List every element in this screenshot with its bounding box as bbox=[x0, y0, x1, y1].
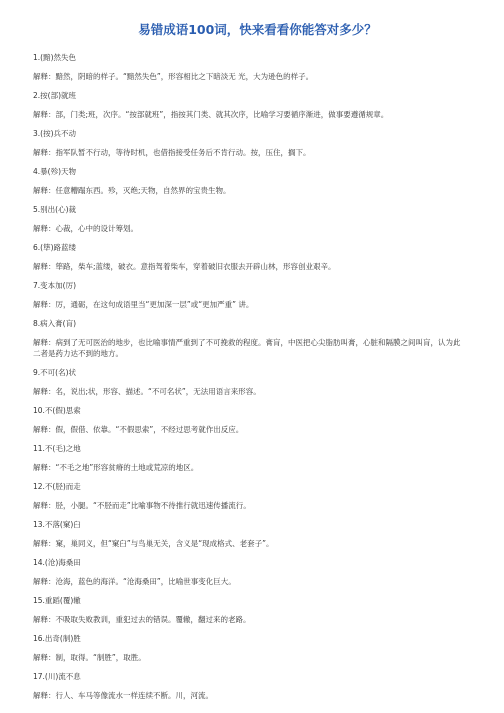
idiom-term: 17.(川)流不息 bbox=[33, 672, 81, 681]
page-title: 易错成语100词，快来看看你能答对多少？ bbox=[138, 22, 377, 37]
list-item bbox=[33, 481, 482, 511]
idiom-term: 9.不可(名)状 bbox=[33, 368, 77, 377]
list-item bbox=[33, 633, 482, 663]
list-item bbox=[33, 595, 482, 625]
list-item bbox=[33, 166, 482, 196]
list-item bbox=[33, 204, 482, 234]
idiom-explanation: 解释：厉，通砺，在这句成语里当“更加深一层”或“更加严重” 讲。 bbox=[33, 300, 254, 309]
idiom-explanation: 解释：筚路，柴车;蓝缕，破衣。意指驾着柴车，穿着破旧衣服去开辟山林，形容创业艰辛。 bbox=[33, 262, 336, 271]
idiom-term: 11.不(毛)之地 bbox=[33, 444, 81, 453]
idiom-explanation: 解释：行人、车马等像流水一样连续不断。川，河流。 bbox=[33, 691, 213, 700]
list-item bbox=[33, 671, 482, 701]
list-item bbox=[33, 443, 482, 473]
list-item bbox=[33, 557, 482, 587]
idiom-explanation: 解释：名，说出;状，形容、描述。“不可名状”，无法用语言来形容。 bbox=[33, 387, 261, 396]
idiom-term: 1.(黯)然失色 bbox=[33, 53, 77, 62]
idiom-explanation: 解释：假，假借、依靠。“不假思索”，不经过思考就作出反应。 bbox=[33, 425, 244, 434]
list-item bbox=[33, 367, 482, 397]
list-item bbox=[33, 90, 482, 120]
list-item bbox=[33, 128, 482, 158]
idiom-explanation: 解释：制，取得。“制胜”，取胜。 bbox=[33, 653, 146, 662]
idiom-explanation: 解释：病到了无可医治的地步，也比喻事情严重到了不可挽救的程度。膏肓，中医把心尖脂肪叫膏，心脏和隔膜之间叫肓，认为此二者是药力达不到的地方。 bbox=[33, 338, 461, 358]
entry-list bbox=[33, 52, 482, 701]
idiom-term: 12.不(胫)而走 bbox=[33, 482, 81, 491]
idiom-explanation: 解释：沧海，蓝色的海洋。“沧海桑田”，比喻世事变化巨大。 bbox=[33, 577, 236, 586]
idiom-term: 14.(沧)海桑田 bbox=[33, 558, 81, 567]
idiom-explanation: 解释：任意糟蹋东西。殄，灭绝;天物，自然界的宝贵生物。 bbox=[33, 186, 231, 195]
list-item bbox=[33, 405, 482, 435]
list-item bbox=[33, 519, 482, 549]
idiom-explanation: 解释：胫，小腿。“不胫而走”比喻事物不待推行就迅速传播流行。 bbox=[33, 501, 251, 510]
idiom-term: 6.(筚)路蓝缕 bbox=[33, 243, 77, 252]
idiom-explanation: 解释：指军队暂不行动，等待时机，也借指接受任务后不肯行动。按，压住，搁下。 bbox=[33, 148, 311, 157]
idiom-explanation: 解释：黯然，阴暗的样子。“黯然失色”，形容相比之下暗淡无 光，大为逊色的样子。 bbox=[33, 72, 314, 81]
idiom-explanation: 解释：“不毛之地”形容贫瘠的土地或荒凉的地区。 bbox=[33, 463, 199, 472]
idiom-term: 16.出奇(制)胜 bbox=[33, 634, 81, 643]
idiom-explanation: 解释：窠，巢同义，但“窠臼”与鸟巢无关，含义是“现成格式、老套子”。 bbox=[33, 539, 274, 548]
idiom-term: 3.(按)兵不动 bbox=[33, 129, 77, 138]
idiom-term: 4.暴(殄)天物 bbox=[33, 167, 77, 176]
list-item bbox=[33, 280, 482, 310]
idiom-term: 5.别出(心)裁 bbox=[33, 205, 77, 214]
idiom-term: 8.病入膏(肓) bbox=[33, 319, 77, 328]
list-item bbox=[33, 318, 482, 359]
idiom-term: 2.按(部)就班 bbox=[33, 91, 77, 100]
list-item bbox=[33, 242, 482, 272]
list-item bbox=[33, 52, 482, 82]
idiom-explanation: 解释：部，门类;班，次序。“按部就班”，指按其门类、就其次序，比喻学习要循序渐进，做事要遵循规章。 bbox=[33, 110, 389, 119]
idiom-term: 15.重蹈(覆)辙 bbox=[33, 596, 81, 605]
idiom-term: 10.不(假)思索 bbox=[33, 406, 81, 415]
idiom-explanation: 解释：不吸取失败教训，重犯过去的错误。覆辙，翻过来的老路。 bbox=[33, 615, 251, 624]
idiom-term: 7.变本加(厉) bbox=[33, 281, 77, 290]
idiom-term: 13.不落(窠)臼 bbox=[33, 520, 81, 529]
idiom-explanation: 解释：心裁，心中的设计筹划。 bbox=[33, 224, 138, 233]
